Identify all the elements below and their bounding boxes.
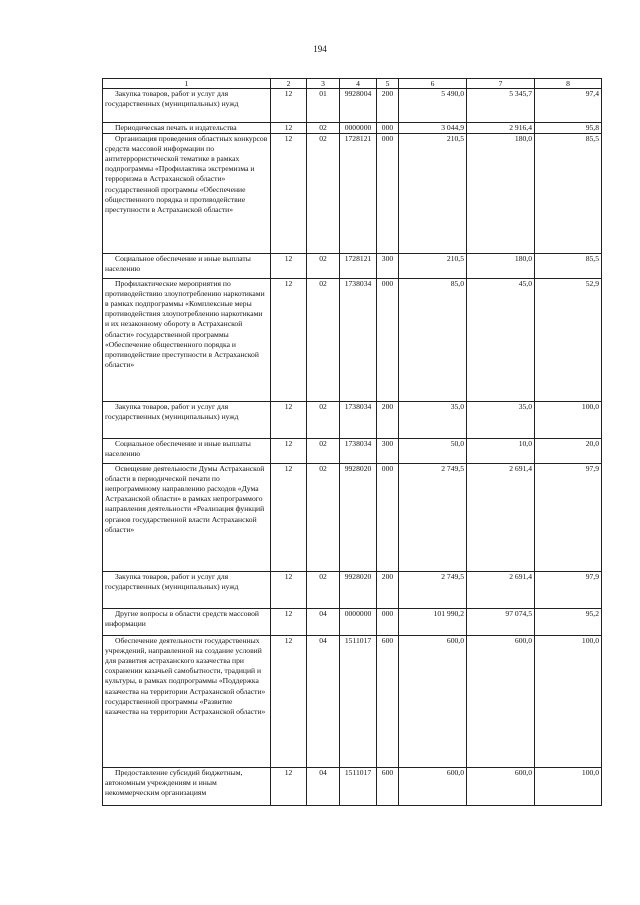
expense-type-cell: 000 [377, 609, 399, 636]
expense-name-cell: Предоставление субсидий бюджетным, автономным учреждениям и иным некоммерческим организациям [103, 768, 271, 806]
subsection-code-cell: 02 [307, 134, 340, 254]
section-code-cell: 12 [271, 254, 307, 279]
target-article-cell: 9928020 [340, 464, 377, 572]
expense-name-cell: Организация проведения областных конкурсов средств массовой информации по антитеррористической тематике в рамках подпрограммы «Профилактика экстремизма и терроризма в Астраханской области» государственной программы «Обеспечение общественного порядка и противодействие преступности в Астраханской области» [103, 134, 271, 254]
table-row [103, 636, 602, 768]
target-article-cell: 1738034 [340, 279, 377, 402]
expense-type-cell: 000 [377, 123, 399, 134]
section-code-cell: 12 [271, 123, 307, 134]
header-row [103, 79, 602, 89]
executed-amount-cell: 10,0 [467, 439, 535, 464]
planned-amount-cell: 210,5 [399, 134, 467, 254]
execution-percent-cell: 52,9 [535, 279, 602, 402]
expense-name-cell: Закупка товаров, работ и услуг для государственных (муниципальных) нужд [103, 402, 271, 439]
page-number: 194 [313, 44, 327, 54]
execution-percent-cell: 100,0 [535, 402, 602, 439]
execution-percent-cell: 95,2 [535, 609, 602, 636]
expense-type-cell: 600 [377, 636, 399, 768]
executed-amount-cell: 600,0 [467, 768, 535, 806]
execution-percent-cell: 20,0 [535, 439, 602, 464]
target-article-cell: 9928020 [340, 572, 377, 609]
expense-name-cell: Закупка товаров, работ и услуг для государственных (муниципальных) нужд [103, 572, 271, 609]
section-code-cell: 12 [271, 572, 307, 609]
planned-amount-cell: 101 990,2 [399, 609, 467, 636]
subsection-code-cell: 02 [307, 464, 340, 572]
planned-amount-cell: 2 749,5 [399, 572, 467, 609]
expense-type-cell: 300 [377, 439, 399, 464]
executed-amount-cell: 97 074,5 [467, 609, 535, 636]
table-row [103, 572, 602, 609]
subsection-code-cell: 02 [307, 402, 340, 439]
planned-amount-cell: 600,0 [399, 768, 467, 806]
target-article-cell: 9928004 [340, 89, 377, 123]
header-cell-2: 2 [271, 79, 307, 89]
subsection-code-cell: 02 [307, 254, 340, 279]
section-code-cell: 12 [271, 464, 307, 572]
header-cell-1: 1 [103, 79, 271, 89]
section-code-cell: 12 [271, 134, 307, 254]
planned-amount-cell: 3 044,9 [399, 123, 467, 134]
execution-percent-cell: 85,5 [535, 134, 602, 254]
executed-amount-cell: 45,0 [467, 279, 535, 402]
executed-amount-cell: 180,0 [467, 134, 535, 254]
expense-type-cell: 200 [377, 89, 399, 123]
execution-percent-cell: 97,9 [535, 464, 602, 572]
executed-amount-cell: 2 691,4 [467, 572, 535, 609]
expense-type-cell: 200 [377, 572, 399, 609]
execution-percent-cell: 97,4 [535, 89, 602, 123]
expense-name-cell: Закупка товаров, работ и услуг для государственных (муниципальных) нужд [103, 89, 271, 123]
table-row [103, 123, 602, 134]
executed-amount-cell: 600,0 [467, 636, 535, 768]
table-row [103, 89, 602, 123]
executed-amount-cell: 2 691,4 [467, 464, 535, 572]
table-row [103, 768, 602, 806]
table-row [103, 254, 602, 279]
execution-percent-cell: 100,0 [535, 636, 602, 768]
executed-amount-cell: 5 345,7 [467, 89, 535, 123]
execution-percent-cell: 85,5 [535, 254, 602, 279]
expense-name-cell: Профилактические мероприятия по противодействию злоупотреблению наркотиками в рамках подпрограммы «Комплексные меры противодействия злоупотреблению наркотиками и их незаконному обороту в Астраханской области» государственной программы «Обеспечение общественного порядка и противодействие преступности в Астраханской области» [103, 279, 271, 402]
subsection-code-cell: 02 [307, 279, 340, 402]
expense-type-cell: 200 [377, 402, 399, 439]
expense-type-cell: 300 [377, 254, 399, 279]
table-row [103, 279, 602, 402]
subsection-code-cell: 02 [307, 123, 340, 134]
executed-amount-cell: 35,0 [467, 402, 535, 439]
section-code-cell: 12 [271, 279, 307, 402]
table-row [103, 439, 602, 464]
executed-amount-cell: 180,0 [467, 254, 535, 279]
section-code-cell: 12 [271, 609, 307, 636]
section-code-cell: 12 [271, 402, 307, 439]
expense-name-cell: Периодическая печать и издательства [103, 123, 271, 134]
table-row [103, 464, 602, 572]
target-article-cell: 1511017 [340, 768, 377, 806]
table-row [103, 134, 602, 254]
expense-type-cell: 600 [377, 768, 399, 806]
header-cell-7: 7 [467, 79, 535, 89]
planned-amount-cell: 5 490,0 [399, 89, 467, 123]
header-cell-4: 4 [340, 79, 377, 89]
target-article-cell: 1728121 [340, 254, 377, 279]
table-body [103, 89, 602, 806]
subsection-code-cell: 02 [307, 572, 340, 609]
target-article-cell: 1728121 [340, 134, 377, 254]
expense-name-cell: Социальное обеспечение и иные выплаты населению [103, 254, 271, 279]
subsection-code-cell: 02 [307, 439, 340, 464]
target-article-cell: 1511017 [340, 636, 377, 768]
expense-type-cell: 000 [377, 464, 399, 572]
subsection-code-cell: 04 [307, 609, 340, 636]
execution-percent-cell: 95,8 [535, 123, 602, 134]
table-row [103, 609, 602, 636]
section-code-cell: 12 [271, 89, 307, 123]
expense-type-cell: 000 [377, 134, 399, 254]
target-article-cell: 0000000 [340, 609, 377, 636]
header-cell-6: 6 [399, 79, 467, 89]
target-article-cell: 0000000 [340, 123, 377, 134]
section-code-cell: 12 [271, 636, 307, 768]
planned-amount-cell: 2 749,5 [399, 464, 467, 572]
expense-name-cell: Социальное обеспечение и иные выплаты населению [103, 439, 271, 464]
planned-amount-cell: 210,5 [399, 254, 467, 279]
planned-amount-cell: 600,0 [399, 636, 467, 768]
header-cell-5: 5 [377, 79, 399, 89]
planned-amount-cell: 50,0 [399, 439, 467, 464]
header-cell-3: 3 [307, 79, 340, 89]
execution-percent-cell: 100,0 [535, 768, 602, 806]
expense-name-cell: Освещение деятельности Думы Астраханской области в периодической печати по непрограммному направлению расходов «Дума Астраханской области» в рамках непрограммого направления деятельности «Реализация функций органов государственной власти Астраханской области» [103, 464, 271, 572]
subsection-code-cell: 04 [307, 768, 340, 806]
planned-amount-cell: 85,0 [399, 279, 467, 402]
header-cell-8: 8 [535, 79, 602, 89]
subsection-code-cell: 04 [307, 636, 340, 768]
target-article-cell: 1738034 [340, 402, 377, 439]
section-code-cell: 12 [271, 768, 307, 806]
subsection-code-cell: 01 [307, 89, 340, 123]
execution-percent-cell: 97,9 [535, 572, 602, 609]
budget-table [102, 78, 602, 806]
target-article-cell: 1738034 [340, 439, 377, 464]
table-row [103, 402, 602, 439]
section-code-cell: 12 [271, 439, 307, 464]
planned-amount-cell: 35,0 [399, 402, 467, 439]
executed-amount-cell: 2 916,4 [467, 123, 535, 134]
expense-name-cell: Другие вопросы в области средств массовой информации [103, 609, 271, 636]
expense-name-cell: Обеспечение деятельности государственных учреждений, направленной на создание условий для развития астраханского казачества при сохранении казачьей самобытности, традиций и культуры, в рамках подпрограммы «Поддержка казачества на территории Астраханской области» государственной программы «Развитие казачества на территории Астраханской области» [103, 636, 271, 768]
expense-type-cell: 000 [377, 279, 399, 402]
